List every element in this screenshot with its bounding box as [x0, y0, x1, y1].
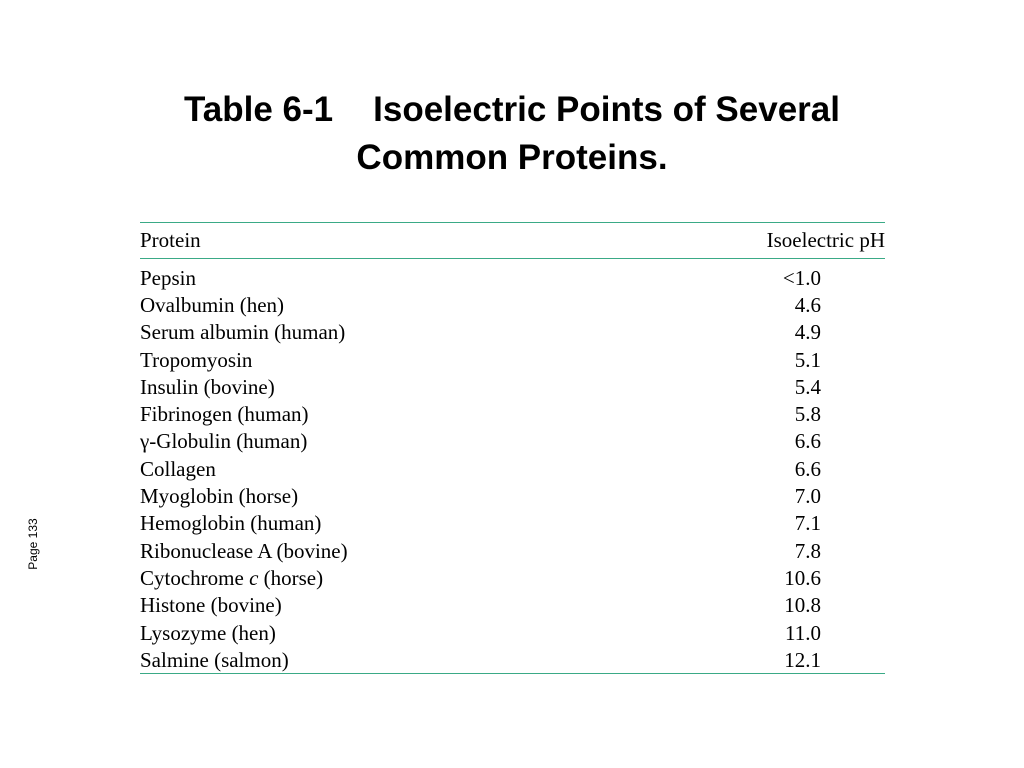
title-line-1: Isoelectric Points of Several [373, 90, 840, 129]
table-row [140, 319, 885, 346]
table-row [140, 400, 885, 427]
slide-title [0, 86, 1024, 182]
italic-c-letter: c [249, 565, 259, 590]
protein-table [140, 223, 885, 673]
protein-cell: Insulin (bovine) [140, 374, 275, 399]
ph-cell: 7.0 [794, 484, 821, 509]
column-header-protein: Protein [140, 223, 614, 259]
ph-cell: 5.4 [794, 374, 821, 399]
protein-cell: Lysozyme (hen) [140, 620, 276, 645]
table-header-row [140, 223, 885, 259]
protein-cell: Collagen [140, 456, 216, 481]
ph-cell: 5.1 [794, 347, 821, 372]
protein-cell: Hemoglobin (human) [140, 511, 322, 536]
protein-cell: Tropomyosin [140, 347, 253, 372]
ph-cell: 4.9 [794, 320, 821, 345]
ph-cell: 6.6 [794, 456, 821, 481]
table-row [140, 592, 885, 619]
protein-cell: Cytochrome c (horse) [140, 565, 324, 590]
table-row [140, 537, 885, 564]
table-row [140, 564, 885, 591]
protein-cell: Pepsin [140, 265, 197, 290]
table-row [140, 510, 885, 537]
isoelectric-table [140, 222, 885, 674]
ph-cell: 10.8 [784, 593, 821, 618]
ph-cell: 6.6 [794, 429, 821, 454]
ph-cell: 5.8 [794, 402, 821, 427]
ph-cell: <1.0 [782, 265, 821, 290]
table-row [140, 646, 885, 673]
table-body [140, 259, 885, 674]
ph-cell: 11.0 [785, 620, 821, 645]
table-row [140, 619, 885, 646]
protein-cell: γ-Globulin (human) [140, 429, 308, 454]
table-number-label: Table 6-1 [183, 90, 334, 129]
ph-cell: 10.6 [784, 565, 821, 590]
protein-cell: Histone (bovine) [140, 593, 282, 618]
protein-cell: Serum albumin (human) [140, 320, 346, 345]
table-row [140, 259, 885, 292]
table-row [140, 428, 885, 455]
ph-cell: 12.1 [784, 647, 821, 672]
protein-cell: Salmine (salmon) [140, 647, 289, 672]
title-line-2: Common Proteins. [356, 138, 668, 177]
ph-cell: 4.6 [794, 292, 821, 317]
table-row [140, 373, 885, 400]
table-row [140, 346, 885, 373]
ph-cell: 7.8 [794, 538, 821, 563]
protein-cell: Fibrinogen (human) [140, 402, 309, 427]
table-row [140, 291, 885, 318]
table-row [140, 482, 885, 509]
protein-cell: Ovalbumin (hen) [140, 292, 285, 317]
protein-cell: Myoglobin (horse) [140, 484, 299, 509]
protein-cell: Ribonuclease A (bovine) [140, 538, 348, 563]
ph-cell: 7.1 [794, 511, 821, 536]
page-number-note: Page 133 [26, 518, 40, 570]
table-row [140, 455, 885, 482]
column-header-isoelectric-ph: Isoelectric pH [614, 223, 885, 259]
